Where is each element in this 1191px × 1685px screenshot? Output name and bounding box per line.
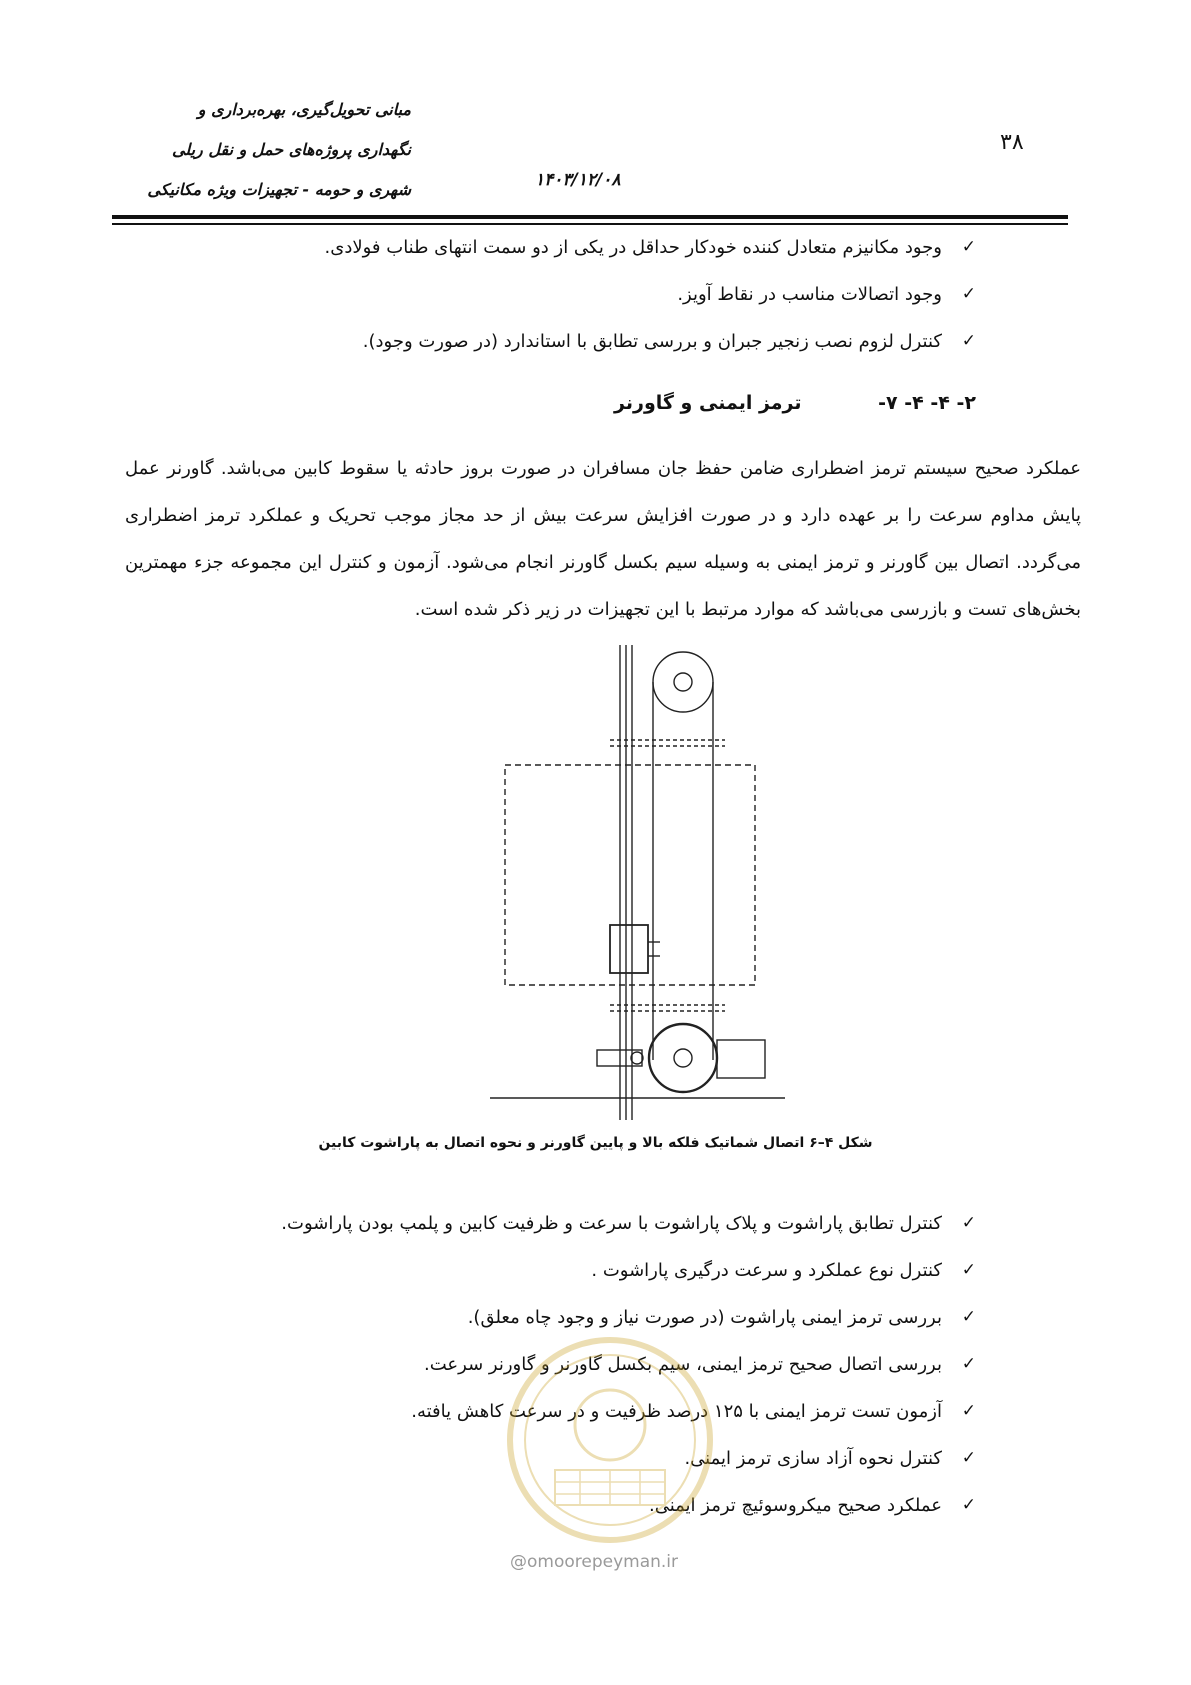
cabin-outline — [505, 765, 755, 985]
checkmark-icon: ✓ — [961, 1260, 976, 1280]
list-item — [325, 224, 976, 271]
section-title: ترمز ایمنی و گاورنر — [614, 392, 802, 414]
checkmark-icon: ✓ — [961, 237, 976, 257]
watermark-url: @omoorepeyman.ir — [510, 1552, 679, 1572]
header-rule — [112, 215, 1068, 219]
list-item-text: عملکرد صحیح میکروسوئیچ ترمز ایمنی. — [648, 1495, 942, 1516]
governor-schematic-figure — [485, 640, 795, 1120]
list-item-text: آزمون تست ترمز ایمنی با ۱۲۵ درصد ظرفیت و در سرعت کاهش یافته. — [411, 1401, 942, 1422]
top-pulley — [653, 652, 713, 712]
header-title-line: مبانی تحویل‌گیری، بهره‌برداری و — [197, 100, 411, 119]
tension-weight — [717, 1040, 765, 1078]
section-number: ۲- ۴- ۴- ۷- — [878, 392, 976, 414]
bottom-pulley-hub — [674, 1049, 692, 1067]
page-header — [0, 90, 1191, 210]
list-item-text: وجود اتصالات مناسب در نقاط آویز. — [677, 284, 942, 305]
checkmark-icon: ✓ — [961, 1354, 976, 1374]
checkmark-icon: ✓ — [961, 331, 976, 351]
list-item-text: کنترل نحوه آزاد سازی ترمز ایمنی. — [684, 1448, 942, 1469]
checkmark-icon: ✓ — [961, 1401, 976, 1421]
checkmark-icon: ✓ — [961, 1307, 976, 1327]
rope-clamp-bolt — [631, 1052, 643, 1064]
header-titles — [147, 90, 411, 210]
top-pulley-hub — [674, 673, 692, 691]
checkmark-icon: ✓ — [961, 1213, 976, 1233]
safety-gear-block — [610, 925, 648, 973]
list-item-text: کنترل لزوم نصب زنجیر جبران و بررسی تطابق با استاندارد (در صورت وجود). — [362, 331, 942, 352]
list-item — [281, 1200, 976, 1247]
checkmark-icon: ✓ — [961, 1495, 976, 1515]
checkmark-icon: ✓ — [961, 1448, 976, 1468]
section-heading — [614, 392, 976, 414]
top-checklist — [325, 224, 976, 365]
header-title-line: نگهداری پروژه‌های حمل و نقل ریلی — [171, 140, 411, 159]
body-paragraph: عملکرد صحیح سیستم ترمز اضطراری ضامن حفظ جان مسافران در صورت بروز حادثه یا سقوط کابین می‌باشد. گاورنر عمل پایش مداوم سرعت را بر عهده دارد و در صورت افزایش سرعت بیش از حد مجاز موجب تحریک و عملکرد ترمز اضطراری می‌گردد. اتصال بین گاورنر و ترمز ایمنی به وسیله سیم بکسل گاورنر انجام می‌شود. آزمون و کنترل این مجموعه جزء مهمترین بخش‌های تست و بازرسی می‌باشد که موارد مرتبط با این تجهیزات در زیر ذکر شده است. — [125, 458, 1081, 620]
header-title-line: شهری و حومه - تجهیزات ویژه مکانیکی — [147, 180, 411, 199]
list-item-text: کنترل تطابق پاراشوت و پلاک پاراشوت با سرعت و ظرفیت کابین و پلمپ بودن پاراشوت. — [281, 1213, 942, 1234]
list-item-text: کنترل نوع عملکرد و سرعت درگیری پاراشوت . — [591, 1260, 942, 1281]
figure-caption: شکل ۴–۶ اتصال شماتیک فلکه بالا و پایین گاورنر و نحوه اتصال به پاراشوت کابین — [318, 1135, 873, 1151]
list-item — [281, 1247, 976, 1294]
list-item-text: بررسی اتصال صحیح ترمز ایمنی، سیم بکسل گاورنر و گاورنر سرعت. — [424, 1354, 942, 1375]
list-item — [325, 318, 976, 365]
list-item-text: وجود مکانیزم متعادل کننده خودکار حداقل در یکی از دو سمت انتهای طناب فولادی. — [324, 237, 942, 258]
checkmark-icon: ✓ — [961, 284, 976, 304]
header-date: ۱۴۰۳/۱۲/۰۸ — [535, 170, 621, 190]
watermark-seal-icon — [500, 1330, 720, 1550]
bottom-pulley — [649, 1024, 717, 1092]
list-item-text: بررسی ترمز ایمنی پاراشوت (در صورت نیاز و وجود چاه معلق). — [467, 1307, 942, 1328]
page-number: ۳۸ — [1000, 130, 1024, 155]
list-item — [325, 271, 976, 318]
